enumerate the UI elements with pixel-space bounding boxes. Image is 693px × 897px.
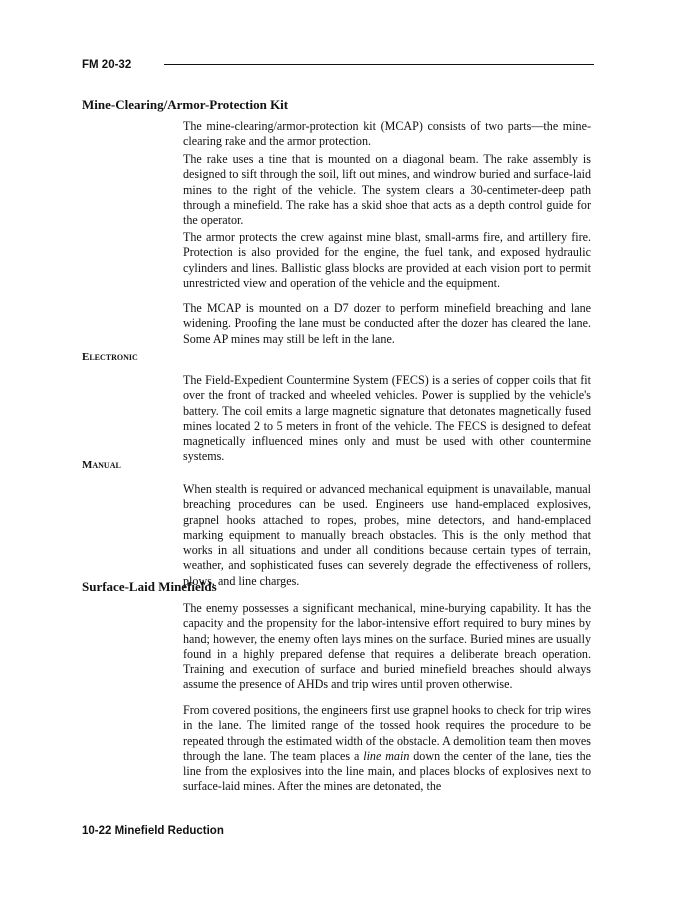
manual-number: FM 20-32 <box>82 59 132 71</box>
heading-manual: Manual <box>82 459 121 471</box>
mcap-paragraph-2: The rake uses a tine that is mounted on a diagonal beam. The rake assembly is designed to sift through the soil, lift out mines, and windrow buried and surface-laid mines to the right of the vehicle. The system clears a 30-centimeter-deep path through a minefield. The rake has a skid shoe that acts as a depth control guide for the operator. <box>183 152 591 228</box>
surface-paragraph-2-end: down the center of the lane, ties the line from the explosives into the line main, and places blocks of explosives next to surface-laid mines. After the mines are detonated, the <box>183 748 591 794</box>
page-footer: 10-22 Minefield Reduction <box>82 825 224 837</box>
heading-surface-laid: Surface-Laid Minefields <box>82 579 217 594</box>
header-rule <box>164 64 594 65</box>
heading-electronic: Electronic <box>82 351 138 363</box>
manual-paragraph-1: When stealth is required or advanced mechanical equipment is unavailable, manual breaching procedures can be used. Engineers use hand-emplaced explosives, grapnel hooks attached to ropes, probes, mine detectors, and hand-emplaced marking equipment to manually breach obstacles. This is the only method that works in all situations and under all conditions because certain types of terrain, weather, and sophisticated fuses can severely degrade the effectiveness of rollers, plows, and line charges. <box>183 482 591 588</box>
mcap-paragraph-4: The MCAP is mounted on a D7 dozer to perform minefield breaching and lane widening. Proofing the lane must be conducted after the dozer has cleared the lane. Some AP mines may still be left in the lane. <box>183 301 591 346</box>
surface-paragraph-2-start: From covered positions, the engineers first use grapnel hooks to check for trip wires in the lane. The limited range of the tossed hook requires the procedure to be repeated through the estimated width of the obstacle. A demolition team then moves through the lane. The team places a <box>183 703 591 763</box>
electronic-paragraph-1: The Field-Expedient Countermine System (FECS) is a series of copper coils that fit over the front of tracked and wheeled vehicles. Power is supplied by the vehicle's battery. The coil emits a large magnetic signature that detonates magnetically fused mines located 2 to 5 meters in front of the vehicle. The FECS is designed to defeat magnetically influenced mines only and must be used with other countermine systems. <box>183 373 591 464</box>
heading-mcap: Mine-Clearing/Armor-Protection Kit <box>82 97 289 112</box>
surface-paragraph-1: The enemy possesses a significant mechanical, mine-burying capability. It has the capacity and the propensity for the labor-intensive effort required to bury mines by hand; however, the enemy often lays mines on the surface. Buried mines are usually found in a highly prepared defense that requires a deliberate breach operation. Training and execution of surface and buried minefield breaches should always assume the presence of AHDs and trip wires until proven otherwise. <box>183 601 591 692</box>
mcap-paragraph-3: The armor protects the crew against mine blast, small-arms fire, and artillery fire. Protection is also provided for the engine, the fuel tank, and exposed hydraulic cylinders and lines. Ballistic glass blocks are provided at each vision port to permit unrestricted view and operation of the vehicle and the equipment. <box>183 230 591 290</box>
page-header <box>82 58 594 74</box>
term-line-main: line main <box>363 748 410 763</box>
mcap-paragraph-1: The mine-clearing/armor-protection kit (MCAP) consists of two parts—the mine-clearing rake and the armor protection. <box>183 119 591 149</box>
surface-paragraph-2 <box>183 703 591 795</box>
